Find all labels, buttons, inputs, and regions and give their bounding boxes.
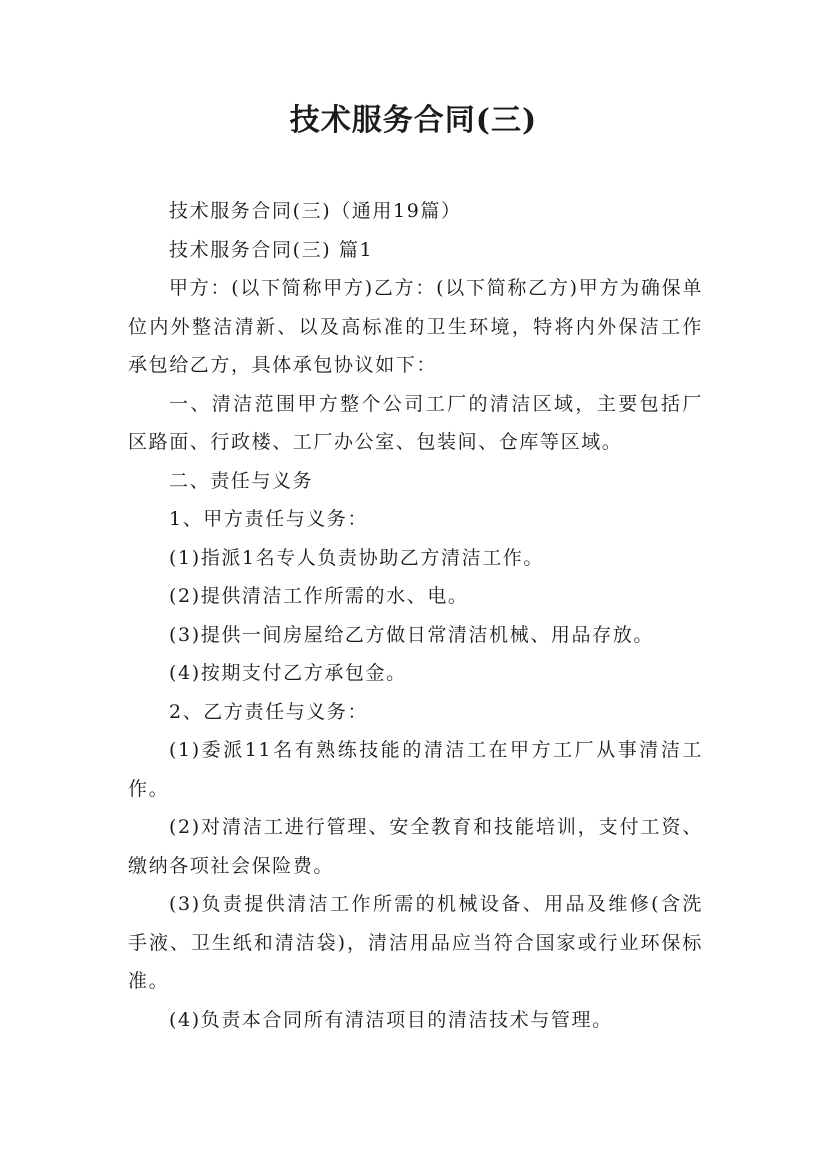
paragraph-party-b-item-1: (1)委派11名有熟练技能的清洁工在甲方工厂从事清洁工作。 <box>128 739 703 800</box>
paragraph-party-a-item-2: (2)提供清洁工作所需的水、电。 <box>169 585 469 607</box>
paragraph-scope: 一、清洁范围甲方整个公司工厂的清洁区域，主要包括厂区路面、行政楼、工厂办公室、包装间、仓库等区域。 <box>128 392 703 453</box>
document-title: 技术服务合同(三) <box>289 103 538 138</box>
paragraph-party-a-item-1: (1)指派1名专人负责协助乙方清洁工作。 <box>169 546 545 569</box>
paragraph-party-b-item-2: (2)对清洁工进行管理、安全教育和技能培训，支付工资、缴纳各项社会保险费。 <box>128 816 703 877</box>
paragraph-subtitle: 技术服务合同(三)（通用19篇） <box>169 200 462 222</box>
paragraph-section-heading: 技术服务合同(三) 篇1 <box>169 238 374 261</box>
paragraph-party-a-heading: 1、甲方责任与义务： <box>169 508 369 530</box>
paragraph-party-b-item-4: (4)负责本合同所有清洁项目的清洁技术与管理。 <box>169 1008 613 1031</box>
paragraph-party-b-item-3: (3)负责提供清洁工作所需的机械设备、用品及维修(含洗手液、卫生纸和清洁袋)，清洁用品应当符合国家或行业环保标准。 <box>128 893 703 992</box>
paragraph-parties: 甲方：(以下简称甲方)乙方：(以下简称乙方)甲方为确保单位内外整洁清新、以及高标准的卫生环境，特将内外保洁工作承包给乙方，具体承包协议如下： <box>128 277 703 376</box>
paragraph-party-a-item-4: (4)按期支付乙方承包金。 <box>169 662 407 684</box>
paragraph-duties-heading: 二、责任与义务 <box>169 469 314 492</box>
paragraph-party-b-heading: 2、乙方责任与义务： <box>169 700 369 723</box>
paragraph-party-a-item-3: (3)提供一间房屋给乙方做日常清洁机械、用品存放。 <box>169 623 654 646</box>
document-body <box>128 192 703 1039</box>
